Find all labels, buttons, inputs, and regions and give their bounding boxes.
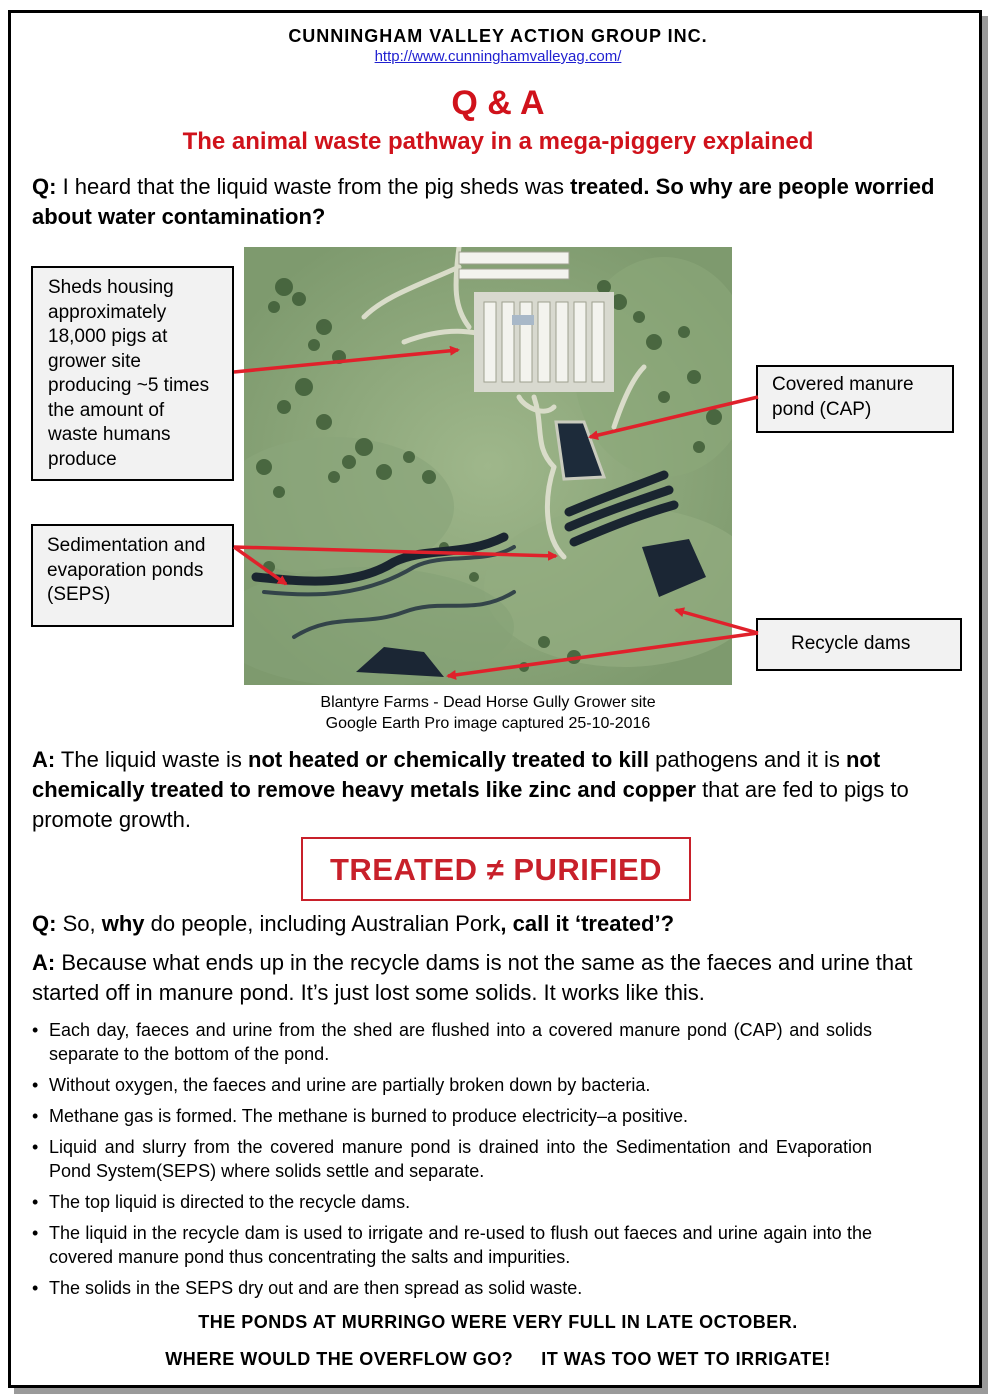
question-1-prefix: Q:	[32, 174, 57, 199]
closing-line-2	[0, 1349, 996, 1370]
callout-recycle-dams: Recycle dams	[756, 618, 962, 671]
answer-1-text-b: pathogens and it is	[649, 747, 846, 772]
treated-not-purified-box	[301, 837, 691, 901]
list-item: • Each day, faeces and urine from the shed are flushed into a covered manure pond (CAP) and solids separate to the bottom of the pond.	[32, 1018, 872, 1066]
list-item: • Methane gas is formed. The methane is burned to produce electricity–a positive.	[32, 1104, 872, 1128]
closing-question: WHERE WOULD THE OVERFLOW GO?	[165, 1349, 514, 1369]
list-item: • Liquid and slurry from the covered manure pond is drained into the Sedimentation and Evaporation Pond System(SEPS) where solids settle and separate.	[32, 1135, 872, 1183]
list-item: • Without oxygen, the faeces and urine are partially broken down by bacteria.	[32, 1073, 872, 1097]
caption-line-2: Google Earth Pro image captured 25-10-2016	[325, 715, 651, 732]
arrow-to-sheds	[234, 350, 458, 372]
arrow-to-recycle-bottom	[448, 633, 758, 676]
question-2	[32, 909, 962, 939]
closing-statement: IT WAS TOO WET TO IRRIGATE!	[541, 1349, 831, 1369]
question-2-prefix: Q:	[32, 911, 57, 936]
organization-name: CUNNINGHAM VALLEY ACTION GROUP INC.	[288, 26, 708, 46]
question-2-text-b: do people, including Australian Pork	[144, 911, 501, 936]
answer-1-prefix: A:	[32, 747, 56, 772]
answer-1	[32, 745, 962, 835]
callout-seps: Sedimentation and evaporation ponds (SEPS)	[31, 524, 234, 627]
question-1-bold-text: treated. So why are people worried about water contamination?	[32, 174, 935, 229]
arrow-to-seps-right	[234, 547, 556, 556]
question-2-text-a: So,	[56, 911, 102, 936]
answer-1-bold-a: not heated or chemically treated to kill	[248, 747, 650, 772]
answer-1-bold-b: not chemically treated to remove heavy metals like zinc and copper	[32, 747, 881, 802]
question-1-text: I heard that the liquid waste from the pig sheds was	[56, 174, 571, 199]
image-caption	[244, 692, 732, 734]
question-2-bold-b: , call it ‘treated’?	[500, 911, 675, 936]
answer-2-text: Because what ends up in the recycle dams is not the same as the faeces and urine that started off in manure pond. It’s just lost some solids. It works like this.	[32, 950, 913, 1005]
list-item: • The solids in the SEPS dry out and are then spread as solid waste.	[32, 1276, 872, 1300]
arrow-to-cap	[590, 397, 758, 437]
answer-2	[32, 948, 962, 1008]
purified-label: PURIFIED	[513, 852, 663, 887]
not-equal-symbol: ≠	[486, 852, 505, 887]
website-link[interactable]: http://www.cunninghamvalleyag.com/	[374, 48, 622, 65]
treated-label: TREATED	[329, 852, 478, 887]
answer-1-text-c: that are fed to pigs to promote growth.	[32, 777, 909, 832]
process-bullet-list	[32, 1018, 872, 1307]
caption-line-1: Blantyre Farms - Dead Horse Gully Grower site	[320, 694, 656, 711]
page-subtitle: The animal waste pathway in a mega-piggery explained	[182, 128, 814, 155]
arrow-to-seps-left	[234, 547, 286, 584]
question-2-bold-a: why	[101, 911, 145, 936]
arrow-to-recycle-right	[676, 610, 758, 633]
page-title: Q & A	[451, 84, 545, 122]
list-item: • The top liquid is directed to the recycle dams.	[32, 1190, 872, 1214]
closing-line-1: THE PONDS AT MURRINGO WERE VERY FULL IN LATE OCTOBER.	[198, 1312, 798, 1332]
answer-1-text-a: The liquid waste is	[55, 747, 249, 772]
answer-2-prefix: A:	[32, 950, 56, 975]
list-item: • The liquid in the recycle dam is used to irrigate and re-used to flush out faeces and urine again into the covered manure pond thus concentrating the salts and impurities.	[32, 1221, 872, 1269]
callout-covered-manure-pond: Covered manure pond (CAP)	[756, 365, 954, 433]
callout-sheds: Sheds housing approximately 18,000 pigs at grower site producing ~5 times the amount of waste humans produce	[31, 266, 234, 481]
